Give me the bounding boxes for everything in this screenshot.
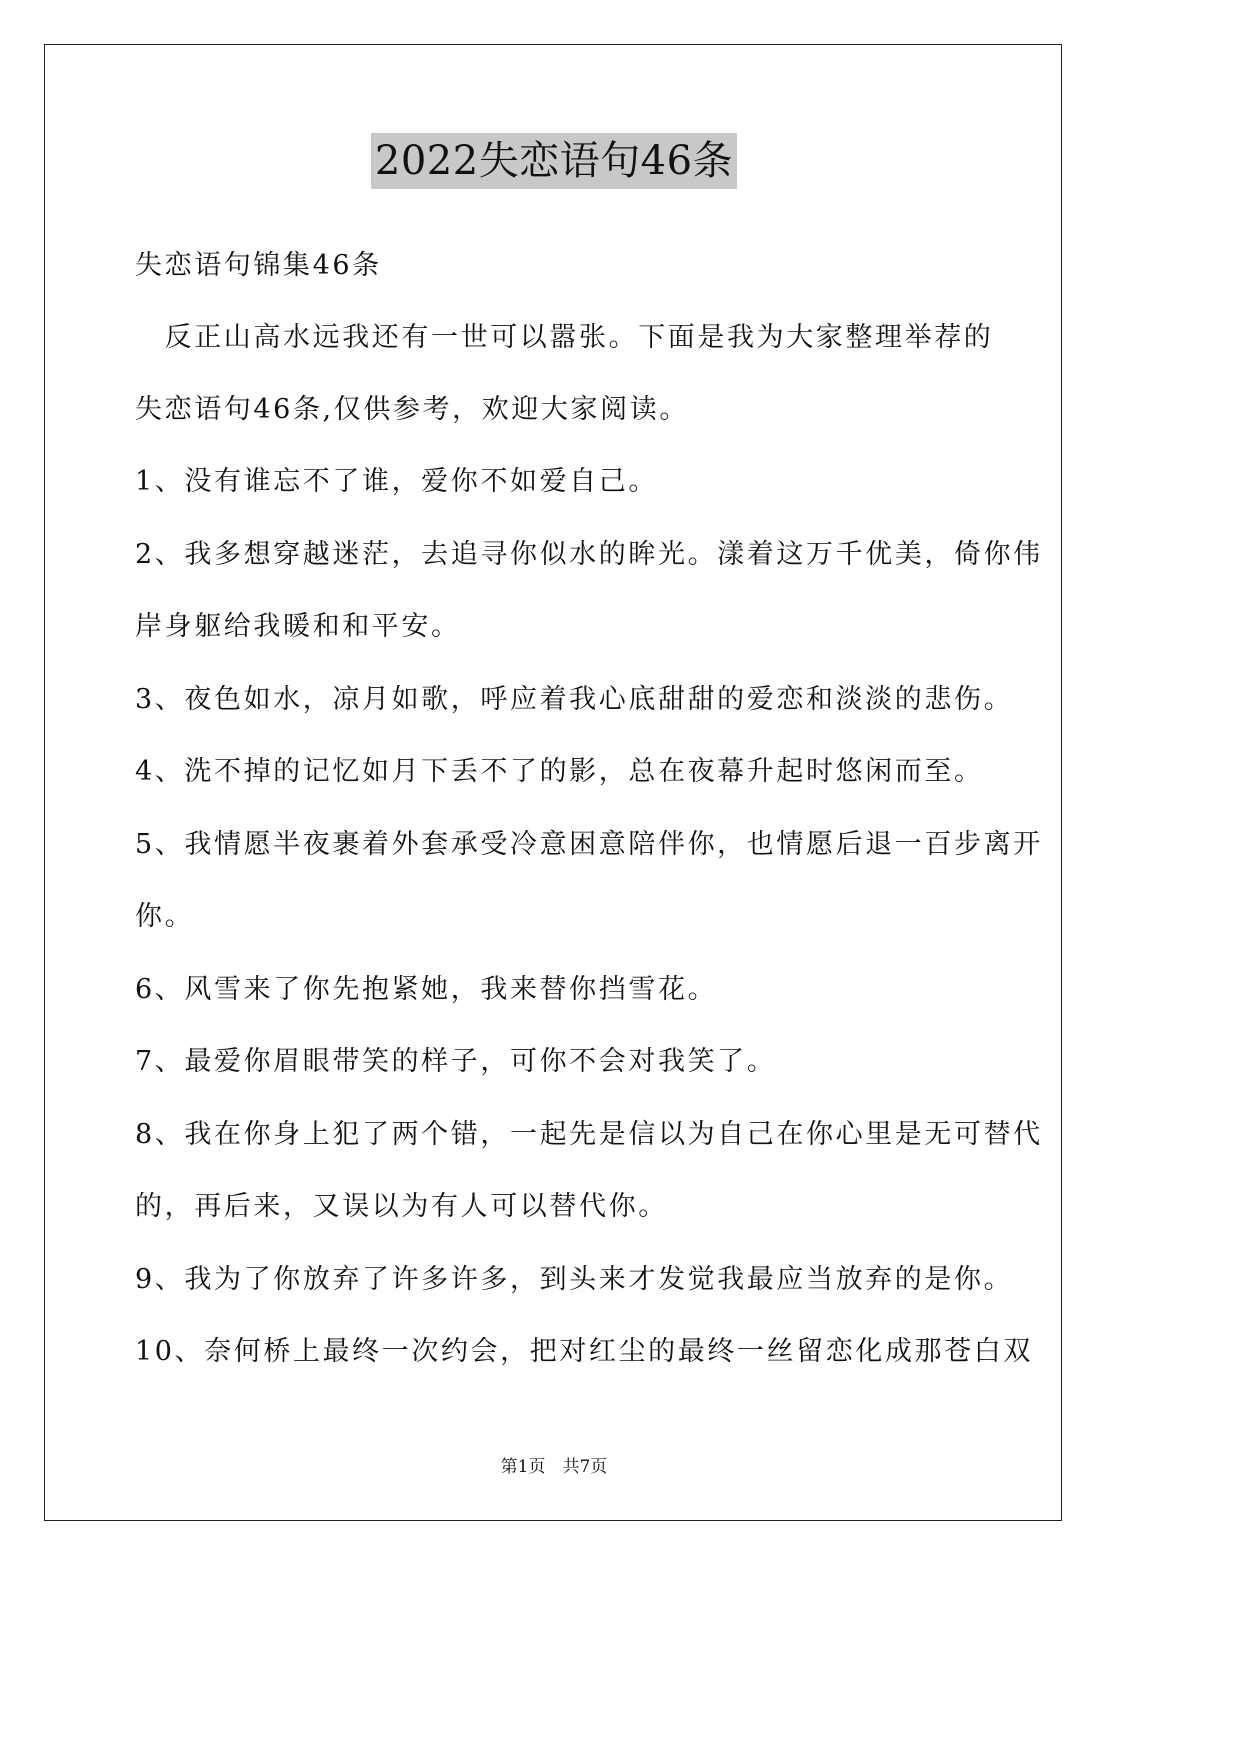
text-line: 8、我在你身上犯了两个错，一起先是信以为自己在你心里是无可替代: [135, 1119, 1043, 1150]
text-line: 10、奈何桥上最终一次约会，把对红尘的最终一丝留恋化成那苍白双: [135, 1336, 1033, 1367]
document-title: 2022失恋语句46条: [371, 133, 737, 189]
text-line: 5、我情愿半夜裹着外套承受冷意困意陪伴你，也情愿后退一百步离开: [135, 829, 1043, 860]
text-line: 9、我为了你放弃了许多许多，到头来才发觉我最应当放弃的是你。: [135, 1264, 1014, 1295]
title-block: [0, 133, 1108, 189]
text-line: 失恋语句46条,仅供参考，欢迎大家阅读。: [135, 394, 689, 425]
text-line: 失恋语句锦集46条: [135, 250, 382, 281]
page-number: 第1页 共7页: [500, 1457, 608, 1477]
text-line: 4、洗不掉的记忆如月下丢不了的影，总在夜幕升起时悠闲而至。: [135, 756, 984, 787]
text-line: 7、最爱你眉眼带笑的样子，可你不会对我笑了。: [135, 1046, 777, 1077]
text-line: 的，再后来，又误以为有人可以替代你。: [135, 1191, 668, 1222]
text-line: 3、夜色如水，凉月如歌，呼应着我心底甜甜的爱恋和淡淡的悲伤。: [135, 684, 1014, 715]
text-line: 1、没有谁忘不了谁，爱你不如爱自己。: [135, 466, 658, 497]
text-line: 你。: [135, 901, 195, 932]
text-line: 反正山高水远我还有一世可以嚣张。下面是我为大家整理举荐的: [135, 322, 994, 353]
text-line: 2、我多想穿越迷茫，去追寻你似水的眸光。漾着这万千优美，倚你伟: [135, 539, 1043, 570]
text-line: 6、风雪来了你先抱紧她，我来替你挡雪花。: [135, 974, 718, 1005]
text-line: 岸身躯给我暖和和平安。: [135, 611, 461, 642]
